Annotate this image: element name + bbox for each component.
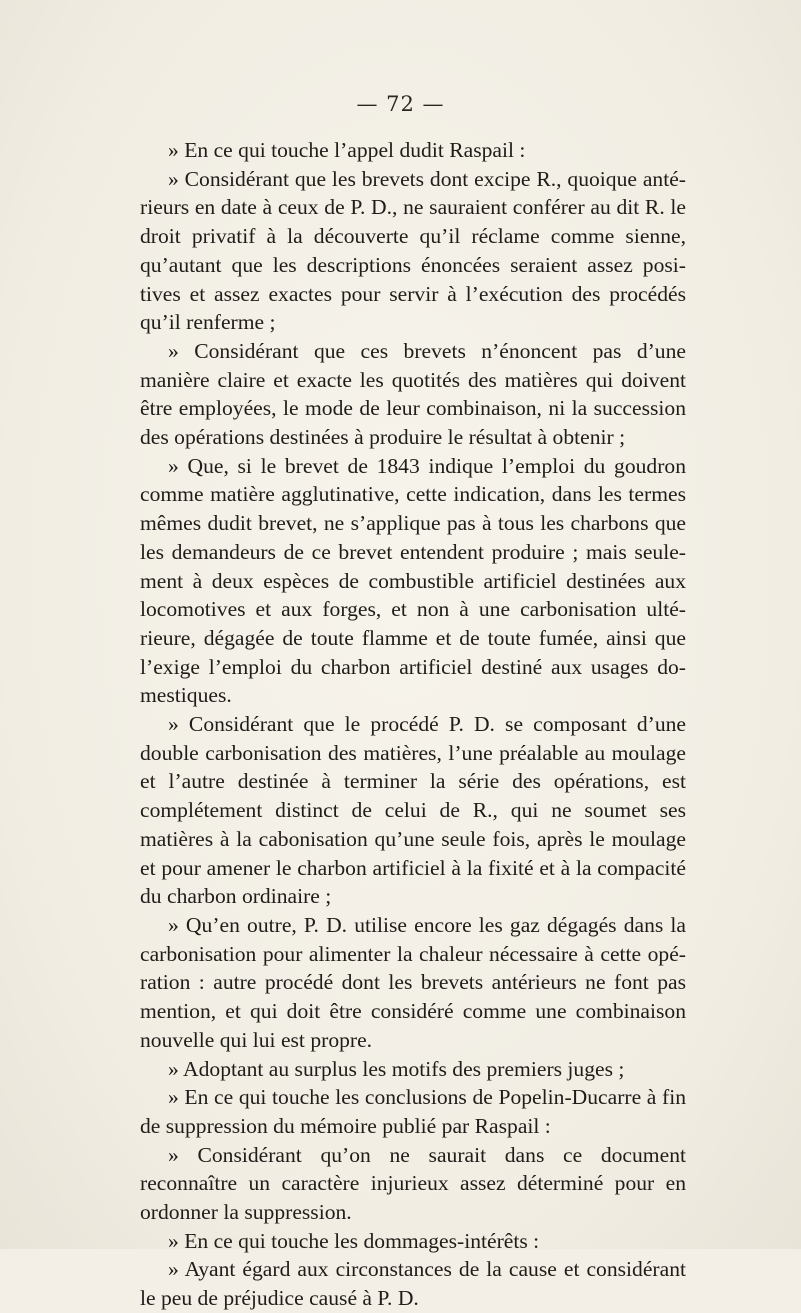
paragraph-damages: » En ce qui touche les dommages-intérêts :: [168, 1228, 540, 1253]
page-number: — 72 —: [356, 92, 445, 116]
paragraph-considering-patents: » Considérant que les brevets dont excipe R., quoique antérieurs en date à ceux de P. D., ne sauraient conférer au dit R. le droit privatif à la découverte qu’il réclame comme sienne, qu’autant que les descriptions énoncées seraient assez positives et assez exactes pour servir à l’exécution des procédés qu’il renferme ;: [140, 166, 686, 335]
paragraph-double-carbonisation: » Considérant que le procédé P. D. se composant d’une double carbonisation des matières, l’une préalable au moulage et l’autre destinée à terminer la série des opérations, est complétement distinct de celui de R., qui ne soumet ses matières à la cabonisation qu’une seule fois, après le moulage et pour amener le charbon artificiel à la fixité et à la compacité du charbon ordinaire ;: [140, 712, 686, 909]
paragraph-suppression-conclusions: » En ce qui touche les conclusions de Popelin-Ducarre à fin de suppression du mémoire publié par Raspail :: [140, 1085, 686, 1138]
paragraph-patent-1843: » Que, si le brevet de 1843 indique l’emploi du goudron comme matière agglutinative, cette indication, dans les termes mêmes dudit brevet, ne s’applique pas à tous les charbons que les demandeurs de ce brevet entendent produire ; mais seulement à deux espèces de combustible artificiel destinées aux locomotives et aux forges, et non à une carbonisation ultérieure, dégagée de toute flamme et de toute fumée, ainsi que l’exige l’emploi du charbon artificiel destiné aux usages domestiques.: [140, 453, 686, 708]
paragraph-considering-quantities: » Considérant que ces brevets n’énoncent pas d’une manière claire et exacte les quotités des matières qui doivent être employées, le mode de leur combinaison, ni la succession des opérations destinées à produire le résultat à obtenir ;: [140, 338, 686, 450]
paragraph-gas-usage: » Qu’en outre, P. D. utilise encore les gaz dégagés dans la carbonisation pour alimenter la chaleur nécessaire à cette opération : autre procédé dont les brevets antérieurs ne font pas mention, et qui doit être considéré comme une combinaison nouvelle qui lui est propre.: [140, 912, 686, 1052]
paragraph-prejudice: » Ayant égard aux circonstances de la cause et considérant le peu de préjudice causé à P. D.: [140, 1257, 686, 1311]
paragraph-not-injurious: » Considérant qu’on ne saurait dans ce document reconnaître un caractère injurieux assez déterminé pour en ordonner la suppression.: [140, 1142, 686, 1225]
paragraph-appeal: » En ce qui touche l’appel dudit Raspail :: [168, 138, 526, 162]
body-text: [140, 136, 686, 1313]
paragraph-adopting-motives: » Adoptant au surplus les motifs des premiers juges ;: [168, 1056, 625, 1081]
